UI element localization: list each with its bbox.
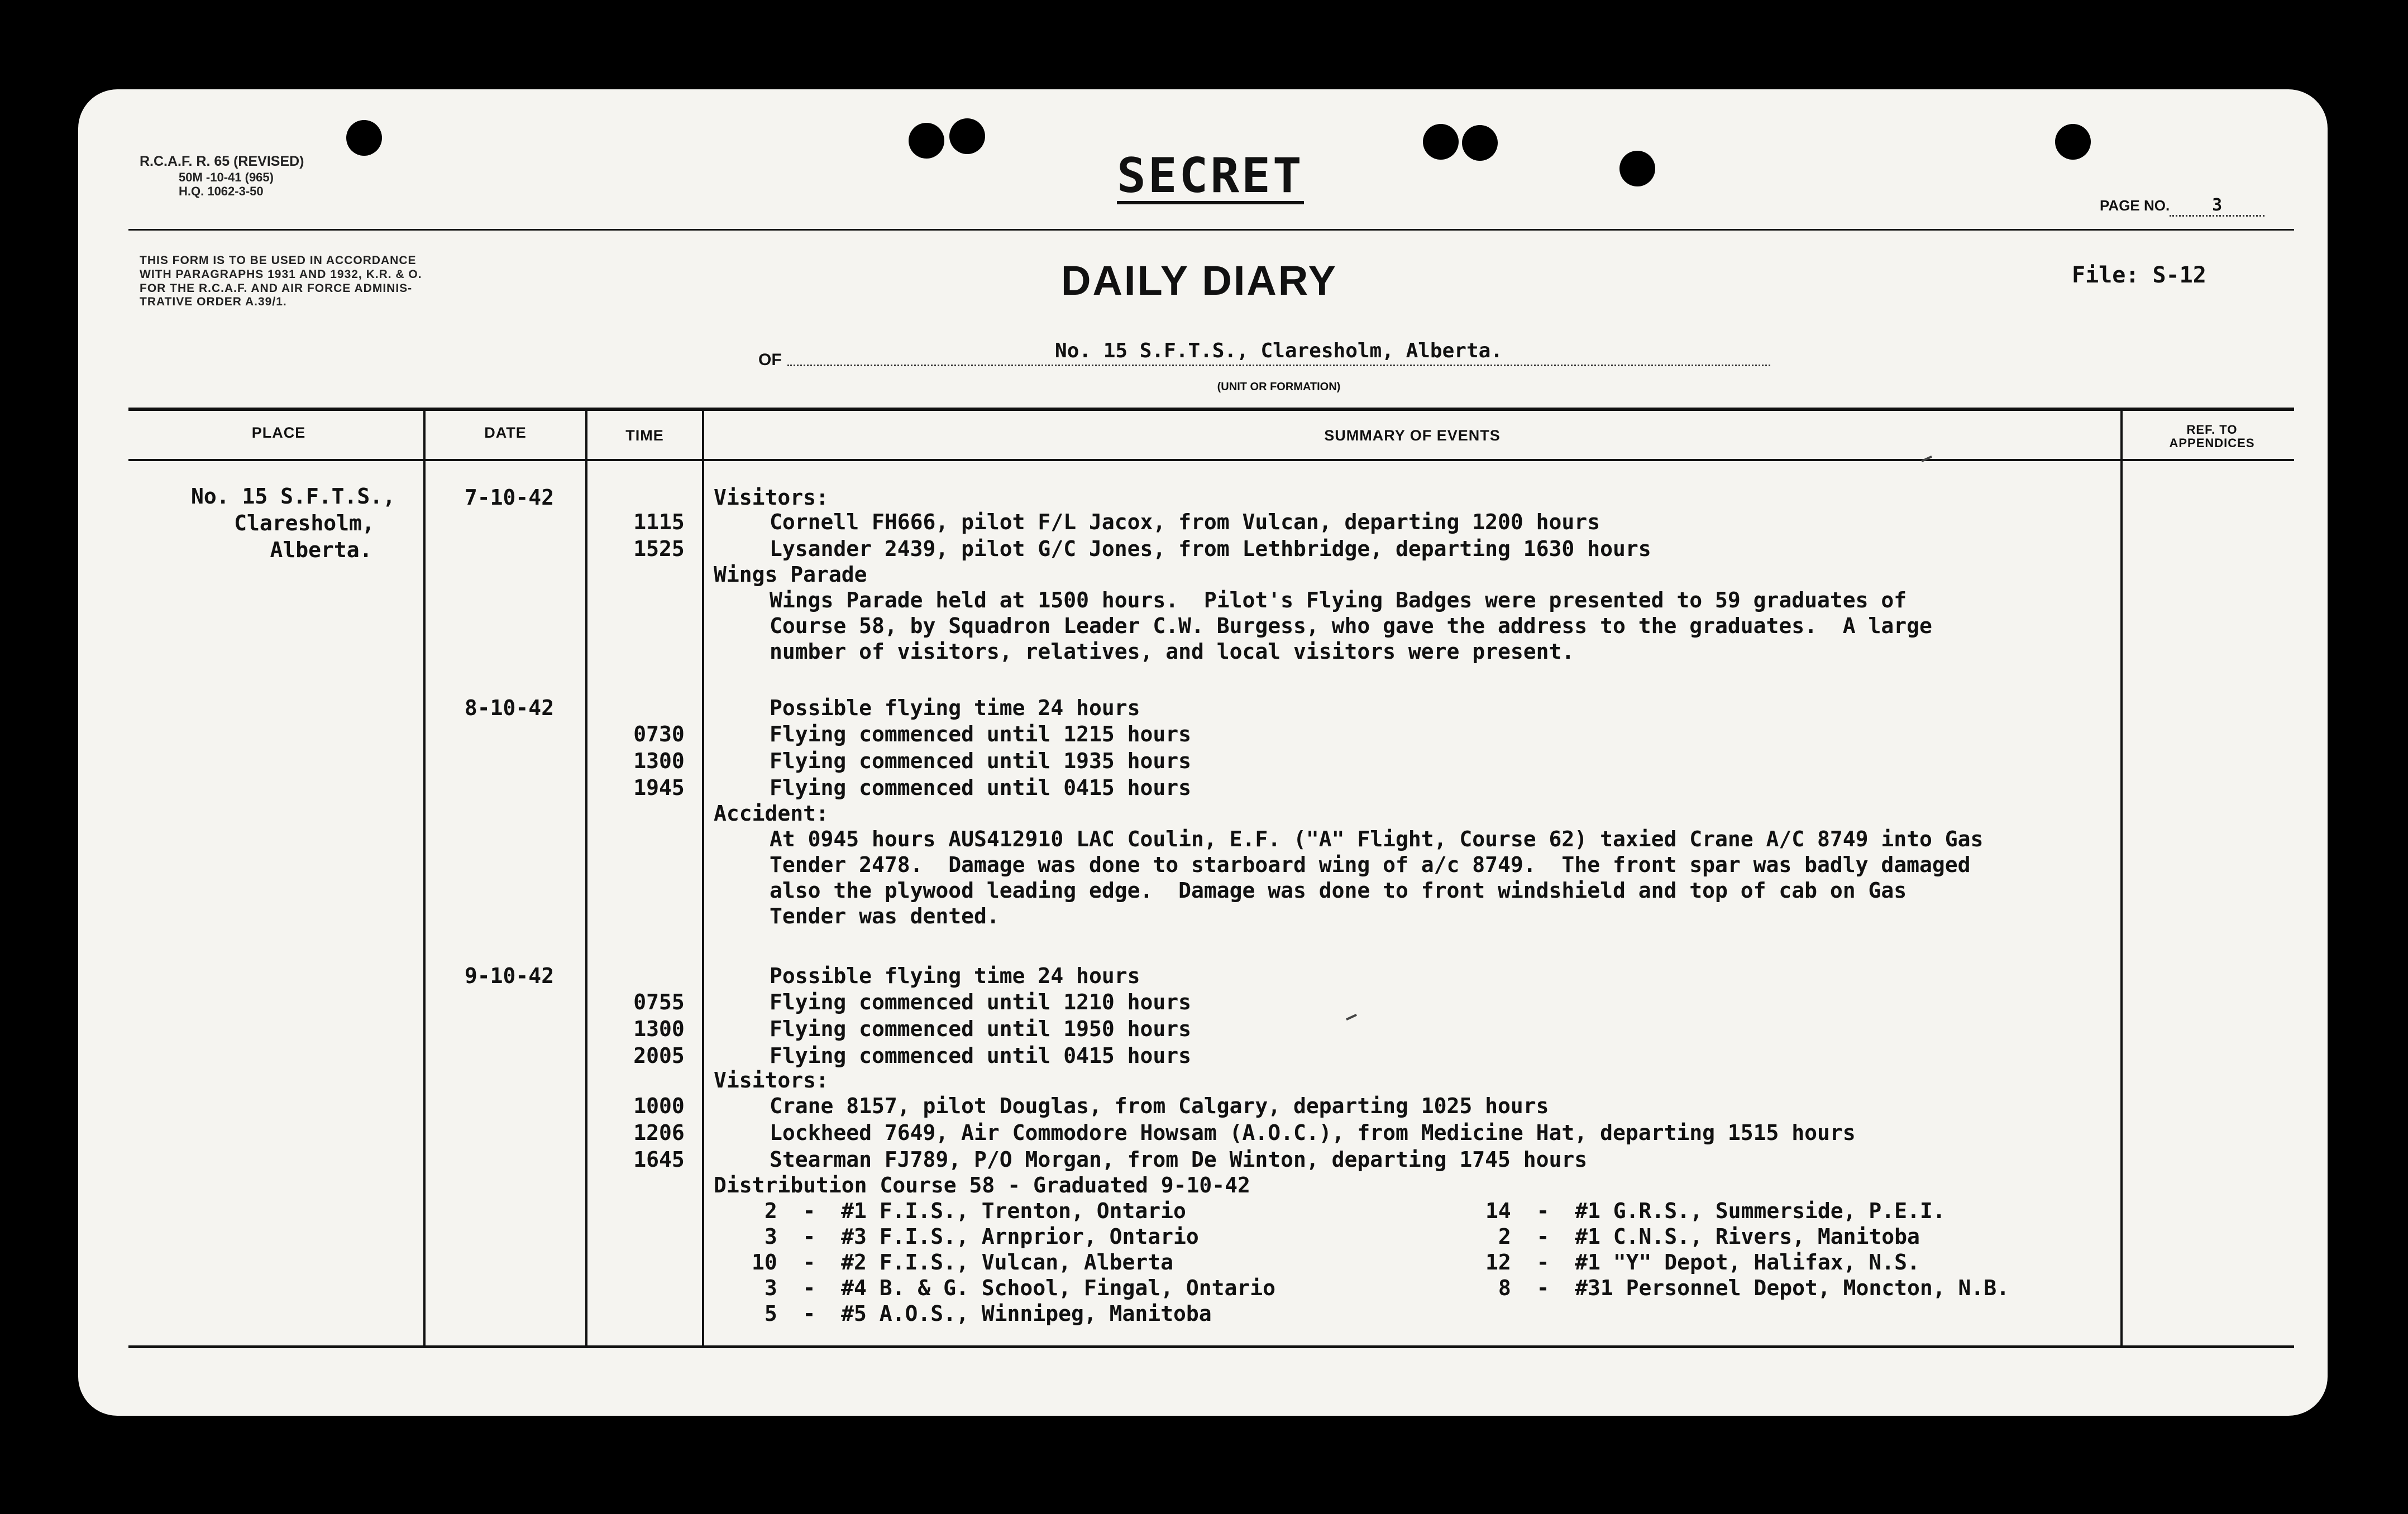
time-cell: 1645: [633, 1147, 685, 1172]
column-header-time: TIME: [625, 427, 664, 444]
event-line: Possible flying time 24 hours: [770, 696, 1140, 720]
time-cell: 1945: [633, 775, 685, 800]
date-cell: 9-10-42: [464, 964, 555, 988]
distribution-item: 5 - #5 A.O.S., Winnipeg, Manitoba: [752, 1301, 1212, 1326]
column-header-rule: [128, 459, 2294, 461]
event-line: Flying commenced until 1935 hours: [770, 749, 1191, 773]
unit-caption: (UNIT OR FORMATION): [1217, 381, 1341, 393]
time-cell: 1206: [633, 1120, 685, 1145]
table-top-rule: [128, 408, 2294, 411]
column-header-appendices: REF. TO APPENDICES: [2169, 423, 2255, 450]
column-divider: [2120, 411, 2123, 1345]
distribution-item: 3 - #4 B. & G. School, Fingal, Ontario: [752, 1276, 1275, 1300]
punch-hole: [2055, 124, 2091, 160]
distribution-item: 2 - #1 C.N.S., Rivers, Manitoba: [1485, 1224, 1920, 1249]
time-cell: 2005: [633, 1043, 685, 1068]
column-divider: [585, 411, 587, 1345]
time-cell: 1000: [633, 1094, 685, 1118]
column-divider: [423, 411, 426, 1345]
event-line: Flying commenced until 1215 hours: [770, 722, 1191, 746]
file-reference: File: S-12: [2072, 262, 2206, 288]
event-line: Stearman FJ789, P/O Morgan, from De Winton, departing 1745 hours: [770, 1147, 1588, 1172]
event-line: number of visitors, relatives, and local visitors were present.: [770, 639, 1575, 664]
pen-mark: [1346, 1014, 1357, 1020]
event-line: Course 58, by Squadron Leader C.W. Burgess, who gave the address to the graduates. A large: [770, 614, 1932, 638]
time-cell: 1300: [633, 749, 685, 773]
event-line: Tender 2478. Damage was done to starboard wing of a/c 8749. The front spar was badly damaged: [770, 852, 1971, 877]
punch-hole: [346, 120, 382, 156]
section-heading: Accident:: [714, 801, 829, 826]
distribution-item: 8 - #31 Personnel Depot, Moncton, N.B.: [1485, 1276, 2009, 1300]
event-line: Lysander 2439, pilot G/C Jones, from Lethbridge, departing 1630 hours: [770, 536, 1651, 561]
column-header-date: DATE: [484, 424, 527, 441]
event-line: also the plywood leading edge. Damage was done to front windshield and top of cab on Gas: [770, 878, 1907, 903]
header-rule: [128, 229, 2294, 231]
time-cell: 0755: [633, 990, 685, 1014]
classification-stamp: SECRET: [1117, 148, 1304, 204]
distribution-item: 14 - #1 G.R.S., Summerside, P.E.I.: [1485, 1199, 1946, 1223]
time-cell: 1115: [633, 510, 685, 534]
section-heading: Wings Parade: [714, 562, 867, 587]
diary-card: [78, 89, 2328, 1416]
section-heading: Distribution Course 58 - Graduated 9-10-42: [714, 1173, 1250, 1197]
date-cell: 8-10-42: [464, 696, 555, 720]
event-line: Cornell FH666, pilot F/L Jacox, from Vulcan, departing 1200 hours: [770, 510, 1600, 534]
event-line: At 0945 hours AUS412910 LAC Coulin, E.F. ("A" Flight, Course 62) taxied Crane A/C 8749 into Gas: [770, 827, 1984, 851]
punch-hole: [949, 118, 985, 154]
table-bottom-rule: [128, 1345, 2294, 1348]
punch-hole: [1462, 125, 1498, 161]
document-title: DAILY DIARY: [1061, 257, 1337, 304]
event-line: Flying commenced until 0415 hours: [770, 775, 1191, 800]
time-cell: 1300: [633, 1017, 685, 1041]
time-cell: 0730: [633, 722, 685, 746]
punch-hole: [1423, 124, 1459, 160]
event-line: Tender was dented.: [770, 904, 1000, 928]
event-line: Flying commenced until 0415 hours: [770, 1043, 1191, 1068]
place-cell: No. 15 S.F.T.S., Claresholm, Alberta.: [190, 484, 396, 562]
column-header-place: PLACE: [251, 424, 306, 441]
form-identifier: R.C.A.F. R. 65 (REVISED) 50M -10-41 (965) H.Q. 1062-3-50: [140, 154, 304, 199]
event-line: Wings Parade held at 1500 hours. Pilot's Flying Badges were presented to 59 graduates of: [770, 588, 1907, 612]
of-label: OF: [758, 351, 782, 369]
distribution-item: 10 - #2 F.I.S., Vulcan, Alberta: [752, 1250, 1173, 1275]
event-line: Possible flying time 24 hours: [770, 964, 1140, 988]
column-header-summary: SUMMARY OF EVENTS: [1324, 427, 1501, 444]
distribution-item: 2 - #1 F.I.S., Trenton, Ontario: [752, 1199, 1186, 1223]
page-number: PAGE NO. 3: [2100, 195, 2264, 217]
time-cell: 1525: [633, 536, 685, 561]
event-line: Flying commenced until 1210 hours: [770, 990, 1191, 1014]
unit-name: No. 15 S.F.T.S., Claresholm, Alberta.: [787, 338, 1770, 366]
event-line: Flying commenced until 1950 hours: [770, 1017, 1191, 1041]
section-heading: Visitors:: [714, 485, 829, 510]
date-cell: 7-10-42: [464, 485, 555, 510]
section-heading: Visitors:: [714, 1068, 829, 1093]
form-usage-note: THIS FORM IS TO BE USED IN ACCORDANCE WITH PARAGRAPHS 1931 AND 1932, K.R. & O. FOR THE R.C.A.F. AND AIR FORCE ADMINIS- TRATIVE ORDER A.39/1.: [140, 254, 422, 309]
event-line: Lockheed 7649, Air Commodore Howsam (A.O.C.), from Medicine Hat, departing 1515 hours: [770, 1120, 1856, 1145]
distribution-item: 3 - #3 F.I.S., Arnprior, Ontario: [752, 1224, 1199, 1249]
event-line: Crane 8157, pilot Douglas, from Calgary, departing 1025 hours: [770, 1094, 1549, 1118]
distribution-item: 12 - #1 "Y" Depot, Halifax, N.S.: [1485, 1250, 1920, 1275]
punch-hole: [1619, 151, 1655, 186]
punch-hole: [909, 123, 944, 159]
